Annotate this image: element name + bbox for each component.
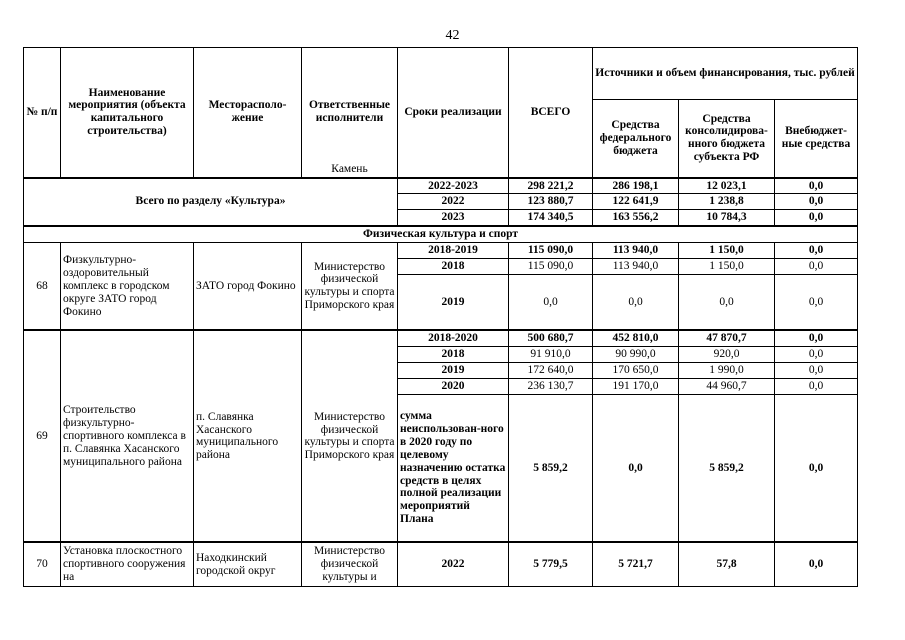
row69-extra: 0,0 xyxy=(775,363,858,379)
header-extra: Внебюджет-ные средства xyxy=(775,100,858,178)
row68-period: 2019 xyxy=(398,274,509,330)
row69-note-total: 5 859,2 xyxy=(509,394,593,542)
header-consolidated: Средства консолидирова-нного бюджета субъекта РФ xyxy=(679,100,775,178)
header-num: № п/п xyxy=(24,48,61,178)
row69-total: 91 910,0 xyxy=(509,347,593,363)
row69-responsible: Министерство физической культуры и спорта Приморского края xyxy=(302,330,398,542)
header-responsible xyxy=(302,48,398,178)
row70-name: Установка плоскостного спортивного сооружения на xyxy=(61,542,194,586)
row68-extra: 0,0 xyxy=(775,274,858,330)
row69-consolidated: 1 990,0 xyxy=(679,363,775,379)
culture-extra: 0,0 xyxy=(775,178,858,194)
row69-extra: 0,0 xyxy=(775,347,858,363)
section-title: Физическая культура и спорт xyxy=(24,226,858,242)
row68-federal: 113 940,0 xyxy=(593,259,679,275)
culture-federal: 122 641,9 xyxy=(593,194,679,210)
culture-total-label: Всего по разделу «Культура» xyxy=(24,178,398,227)
row69-extra: 0,0 xyxy=(775,379,858,395)
row68-extra: 0,0 xyxy=(775,243,858,259)
row69-federal: 170 650,0 xyxy=(593,363,679,379)
culture-extra: 0,0 xyxy=(775,210,858,226)
row69-consolidated: 44 960,7 xyxy=(679,379,775,395)
row68-consolidated: 1 150,0 xyxy=(679,243,775,259)
row68-period: 2018 xyxy=(398,259,509,275)
row69-total: 500 680,7 xyxy=(509,330,593,346)
row69-location: п. Славянка Хасанского муниципального района xyxy=(194,330,302,542)
header-location: Месторасполо-жение xyxy=(194,48,302,178)
culture-total: 123 880,7 xyxy=(509,194,593,210)
culture-extra: 0,0 xyxy=(775,194,858,210)
culture-consolidated: 1 238,8 xyxy=(679,194,775,210)
row68-num: 68 xyxy=(24,243,61,331)
row69-period: 2018 xyxy=(398,347,509,363)
culture-total: 174 340,5 xyxy=(509,210,593,226)
row70-location: Находкинский городской округ xyxy=(194,542,302,586)
culture-period: 2022 xyxy=(398,194,509,210)
row69-note-extra: 0,0 xyxy=(775,394,858,542)
row69-note-federal: 0,0 xyxy=(593,394,679,542)
row69-extra: 0,0 xyxy=(775,330,858,346)
row69-period: 2019 xyxy=(398,363,509,379)
row69-consolidated: 47 870,7 xyxy=(679,330,775,346)
culture-consolidated: 10 784,3 xyxy=(679,210,775,226)
culture-federal: 286 198,1 xyxy=(593,178,679,194)
row70-consolidated: 57,8 xyxy=(679,542,775,586)
row69-federal: 191 170,0 xyxy=(593,379,679,395)
row68-name: Физкультурно-оздоровительный комплекс в городском округе ЗАТО город Фокино xyxy=(61,243,194,331)
row70-federal: 5 721,7 xyxy=(593,542,679,586)
header-sources: Источники и объем финансирования, тыс. рублей xyxy=(593,48,858,100)
row68-consolidated: 1 150,0 xyxy=(679,259,775,275)
row68-period: 2018-2019 xyxy=(398,243,509,259)
header-name: Наименование мероприятия (объекта капитального строительства) xyxy=(61,48,194,178)
culture-federal: 163 556,2 xyxy=(593,210,679,226)
culture-consolidated: 12 023,1 xyxy=(679,178,775,194)
row70-responsible: Министерство физической культуры и xyxy=(302,542,398,586)
financing-table xyxy=(23,47,858,587)
row68-location: ЗАТО город Фокино xyxy=(194,243,302,331)
row68-federal: 113 940,0 xyxy=(593,243,679,259)
row69-total: 172 640,0 xyxy=(509,363,593,379)
row69-note: сумма неиспользован-ного в 2020 году по целевому назначению остатка средств в целях полной реализации мероприятий Плана xyxy=(398,394,509,542)
culture-period: 2023 xyxy=(398,210,509,226)
row69-federal: 90 990,0 xyxy=(593,347,679,363)
row70-period: 2022 xyxy=(398,542,509,586)
page-number: 42 xyxy=(445,28,460,43)
row69-num: 69 xyxy=(24,330,61,542)
row69-total: 236 130,7 xyxy=(509,379,593,395)
culture-period: 2022-2023 xyxy=(398,178,509,194)
row69-period: 2018-2020 xyxy=(398,330,509,346)
row70-num: 70 xyxy=(24,542,61,586)
header-terms: Сроки реализации xyxy=(398,48,509,178)
header-total: ВСЕГО xyxy=(509,48,593,178)
row70-total: 5 779,5 xyxy=(509,542,593,586)
row68-total: 0,0 xyxy=(509,274,593,330)
row70-extra: 0,0 xyxy=(775,542,858,586)
header-responsible-label: Ответственные исполнители xyxy=(308,99,391,125)
row69-name: Строительство физкультурно-спортивного комплекса в п. Славянка Хасанского муниципального района xyxy=(61,330,194,542)
row69-consolidated: 920,0 xyxy=(679,347,775,363)
row68-responsible: Министерство физической культуры и спорта Приморского края xyxy=(302,243,398,331)
row68-consolidated: 0,0 xyxy=(679,274,775,330)
row69-note-consolidated: 5 859,2 xyxy=(679,394,775,542)
row69-federal: 452 810,0 xyxy=(593,330,679,346)
row68-federal: 0,0 xyxy=(593,274,679,330)
row68-extra: 0,0 xyxy=(775,259,858,275)
header-responsible-extra: Камень xyxy=(331,162,368,175)
header-federal: Средства федерального бюджета xyxy=(593,100,679,178)
row68-total: 115 090,0 xyxy=(509,259,593,275)
culture-total: 298 221,2 xyxy=(509,178,593,194)
row68-total: 115 090,0 xyxy=(509,243,593,259)
row69-period: 2020 xyxy=(398,379,509,395)
